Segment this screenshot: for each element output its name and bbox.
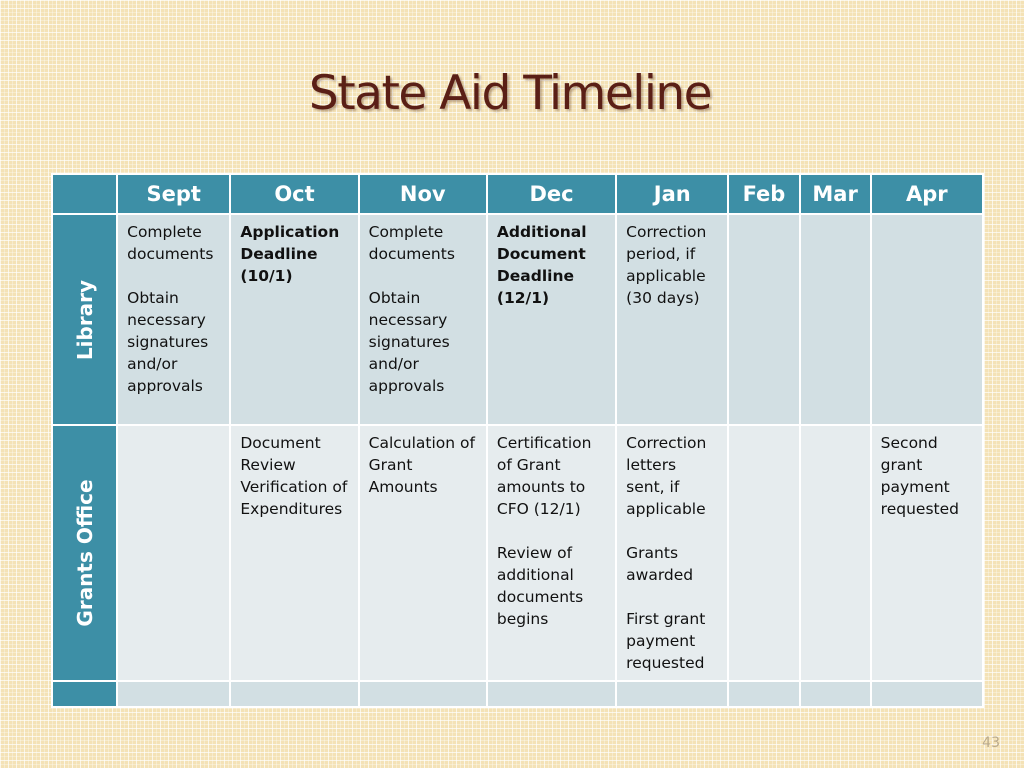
cell-text: Obtain necessary signatures and/or approvals <box>127 289 209 396</box>
empty-row <box>53 682 982 706</box>
cell-text: Additional Document Deadline (12/1) <box>496 223 587 308</box>
empty-cell <box>801 682 870 706</box>
cell-text: Second grant payment requested <box>880 434 959 519</box>
cell-grants-nov <box>360 426 486 679</box>
empty-cell <box>231 682 357 706</box>
empty-cell <box>118 682 229 706</box>
cell-text: Correction letters sent, if applicable <box>626 434 707 519</box>
row-label-text: Library <box>72 279 97 360</box>
month-header: Feb <box>729 175 798 213</box>
row-label-text: Grants Office <box>72 479 97 627</box>
cell-grants-feb <box>729 426 798 679</box>
cell-text: Review of additional documents begins <box>496 544 584 629</box>
cell-text: Obtain necessary signatures and/or approvals <box>368 289 450 396</box>
cell-grants-apr <box>872 426 982 679</box>
slide-title: State Aid Timeline <box>308 66 712 121</box>
cell-library-jan <box>617 215 727 424</box>
grants-office-row <box>53 426 982 679</box>
timeline-table <box>51 173 984 708</box>
empty-cell <box>872 682 982 706</box>
cell-library-oct <box>231 215 357 424</box>
row-label-library <box>53 215 116 424</box>
empty-cell <box>729 682 798 706</box>
row-label-grants-office <box>53 426 116 679</box>
cell-text: Complete documents <box>127 223 214 264</box>
library-row <box>53 215 982 424</box>
month-header: Sept <box>118 175 229 213</box>
empty-cell <box>360 682 486 706</box>
cell-grants-dec <box>488 426 615 679</box>
cell-text: Certification of Grant amounts to CFO (12/1) <box>496 434 592 519</box>
cell-library-feb <box>729 215 798 424</box>
corner-cell <box>53 175 116 213</box>
cell-grants-jan <box>617 426 727 679</box>
cell-library-apr <box>872 215 982 424</box>
cell-text: First grant payment requested <box>626 610 706 673</box>
empty-cell <box>617 682 727 706</box>
cell-library-nov <box>360 215 486 424</box>
cell-text: Document Review Verification of Expenditures <box>240 434 348 519</box>
empty-row-label <box>53 682 116 706</box>
month-header: Dec <box>488 175 615 213</box>
month-header: Apr <box>872 175 982 213</box>
cell-library-dec <box>488 215 615 424</box>
header-row <box>53 175 982 213</box>
cell-grants-sept <box>118 426 229 679</box>
cell-library-mar <box>801 215 870 424</box>
cell-grants-mar <box>801 426 870 679</box>
cell-library-sept <box>118 215 229 424</box>
cell-grants-oct <box>231 426 357 679</box>
cell-text: Application Deadline (10/1) <box>240 223 340 286</box>
cell-text: Calculation of Grant Amounts <box>368 434 475 497</box>
empty-cell <box>488 682 615 706</box>
month-header: Mar <box>801 175 870 213</box>
cell-text: Complete documents <box>368 223 455 264</box>
slide-number: 43 <box>982 735 1000 751</box>
month-header: Jan <box>617 175 727 213</box>
cell-text: Correction period, if applicable (30 days) <box>626 223 707 308</box>
month-header: Nov <box>360 175 486 213</box>
cell-text: Grants awarded <box>626 544 694 585</box>
month-header: Oct <box>231 175 357 213</box>
